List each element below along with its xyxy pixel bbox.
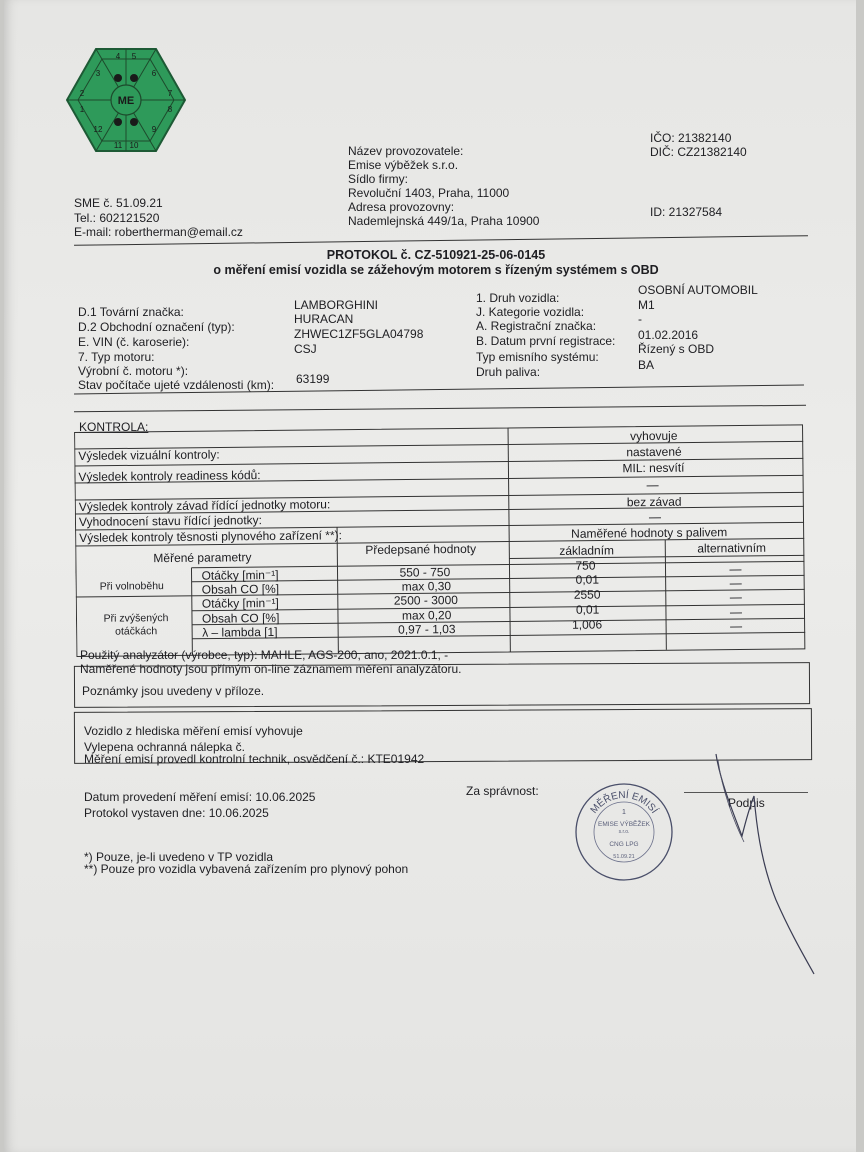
phone: Tel.: 602121520 bbox=[74, 211, 160, 225]
alt-value: — bbox=[729, 562, 742, 577]
official-stamp bbox=[574, 782, 674, 882]
logo-digit: 10 bbox=[129, 141, 139, 150]
vehicle-label: 7. Typ motoru: bbox=[78, 350, 155, 364]
analyzer-line: Použitý analyzátor (výrobce, typ): MAHLE, AGS-200, ano, 2021.0.1, - bbox=[80, 648, 449, 662]
operator-label: Název provozovatele: bbox=[348, 144, 464, 158]
vehicle-label: E. VIN (č. karoserie): bbox=[78, 335, 190, 349]
protocol-title: PROTOKOL č. CZ-510921-25-06-0145 bbox=[326, 248, 546, 262]
param-name: λ – lambda [1] bbox=[202, 624, 278, 640]
vehicle-label: 1. Druh vozidla: bbox=[476, 291, 560, 305]
param-name: Otáčky [min⁻¹] bbox=[201, 595, 279, 611]
vehicle-label: A. Registrační značka: bbox=[476, 319, 597, 333]
operator-name: Emise výběžek s.r.o. bbox=[348, 158, 459, 172]
spec-value: 2500 - 3000 bbox=[393, 592, 458, 608]
result-line: Vylepena ochranná nálepka č. bbox=[84, 740, 246, 754]
stamp-company: EMISE VÝBĚŽEK bbox=[597, 821, 651, 828]
logo-digit: 3 bbox=[95, 69, 101, 78]
online-note: Naměřené hodnoty jsou přímým on-line záznamem měření analyzátoru. bbox=[80, 662, 462, 676]
check-value: bez závad bbox=[626, 494, 682, 510]
result-line: Měření emisí provedl kontrolní technik, osvědčení č.: KTE01942 bbox=[84, 752, 425, 766]
premises-label: Adresa provozovny: bbox=[348, 200, 455, 214]
vehicle-value: 63199 bbox=[296, 372, 330, 386]
logo-digit: 7 bbox=[167, 89, 173, 98]
measured-header: Naměřené hodnoty s palivem bbox=[571, 525, 728, 541]
document-page bbox=[4, 0, 856, 1152]
measurement-date: Datum provedení měření emisí: 10.06.2025 bbox=[84, 790, 316, 804]
group-idle: Při volnoběhu bbox=[99, 580, 164, 593]
basic-header: základním bbox=[559, 543, 615, 558]
logo-digit: 8 bbox=[167, 105, 173, 114]
logo-digit: 1 bbox=[79, 105, 85, 114]
vehicle-value: - bbox=[638, 312, 642, 326]
stamp-company-suffix: s.r.o. bbox=[618, 829, 630, 835]
logo-digit: 6 bbox=[151, 69, 157, 78]
spec-value: 0,97 - 1,03 bbox=[398, 622, 456, 637]
check-value: — bbox=[648, 509, 662, 524]
notes-text: Poznámky jsou uvedeny v příloze. bbox=[82, 684, 265, 698]
handwritten-signature bbox=[704, 750, 824, 980]
param-name: Obsah CO [%] bbox=[201, 581, 280, 597]
alt-value: — bbox=[729, 576, 742, 591]
alt-value: — bbox=[730, 619, 743, 634]
sme-number: SME č. 51.09.21 bbox=[74, 196, 163, 210]
check-value: MIL: nesvítí bbox=[622, 460, 685, 476]
vehicle-value: HURACAN bbox=[294, 312, 354, 326]
basic-value: 1,006 bbox=[572, 617, 603, 632]
footnote: *) Pouze, je-li uvedeno v TP vozidla bbox=[84, 850, 273, 864]
stamp-top-text: MĚŘENÍ EMISÍ bbox=[588, 789, 660, 816]
premises-id: ID: 21327584 bbox=[650, 205, 723, 219]
alt-value: — bbox=[729, 590, 742, 605]
alt-value: — bbox=[729, 605, 743, 620]
check-value: nastavené bbox=[626, 444, 682, 460]
spec-value: 550 - 750 bbox=[399, 565, 451, 580]
signature-label: Podpis bbox=[728, 796, 765, 810]
logo-digit: 11 bbox=[113, 141, 123, 150]
vehicle-label: Druh paliva: bbox=[476, 365, 541, 379]
ico: IČO: 21382140 bbox=[650, 131, 732, 145]
param-name: Otáčky [min⁻¹] bbox=[201, 567, 279, 583]
basic-value: 0,01 bbox=[575, 572, 600, 587]
logo-digit: 9 bbox=[151, 125, 157, 134]
spec-header: Předepsané hodnoty bbox=[365, 541, 477, 557]
basic-value: 750 bbox=[575, 558, 596, 573]
check-label: Výsledek kontroly těsnosti plynového zařízení **): bbox=[79, 528, 343, 545]
vehicle-value: OSOBNÍ AUTOMOBIL bbox=[638, 283, 758, 297]
divider bbox=[74, 405, 806, 412]
dic: DIČ: CZ21382140 bbox=[650, 145, 747, 159]
vehicle-label: Typ emisního systému: bbox=[476, 350, 599, 364]
stamp-fuels: CNG LPG bbox=[609, 841, 639, 848]
vehicle-label: Stav počítače ujeté vzdálenosti (km): bbox=[78, 378, 275, 392]
check-label: Výsledek kontroly závad řídící jednotky motoru: bbox=[78, 497, 331, 514]
check-value: vyhovuje bbox=[630, 428, 678, 444]
seat-address: Revoluční 1403, Praha, 11000 bbox=[348, 186, 510, 200]
premises-address: Nademlejnská 449/1a, Praha 10900 bbox=[348, 214, 540, 228]
vehicle-value: ZHWEC1ZF5GLA04798 bbox=[294, 327, 424, 341]
logo-digit: 2 bbox=[79, 89, 85, 98]
result-line: Vozidlo z hlediska měření emisí vyhovuje bbox=[84, 724, 303, 738]
protocol-subtitle: o měření emisí vozidla se zážehovým motorem s řízeným systémem s OBD bbox=[213, 263, 659, 277]
issue-date: Protokol vystaven dne: 10.06.2025 bbox=[84, 806, 269, 820]
group-high-rpm: Při zvýšených otáčkách bbox=[103, 612, 169, 638]
basic-value: 2550 bbox=[573, 587, 601, 602]
check-value: — bbox=[646, 477, 659, 493]
vehicle-value: Řízený s OBD bbox=[638, 342, 715, 356]
vehicle-value: CSJ bbox=[294, 342, 317, 356]
logo-digit: 12 bbox=[93, 125, 103, 134]
vehicle-label: Výrobní č. motoru *): bbox=[78, 364, 189, 378]
spec-value: max 0,30 bbox=[401, 579, 452, 594]
seat-label: Sídlo firmy: bbox=[348, 172, 409, 186]
vehicle-value: M1 bbox=[638, 298, 655, 312]
check-label: Vyhodnocení stavu řídící jednotky: bbox=[78, 513, 263, 529]
correctness-label: Za správnost: bbox=[466, 784, 539, 798]
vehicle-label: D.1 Tovární značka: bbox=[78, 305, 184, 319]
vehicle-value: BA bbox=[638, 358, 655, 372]
param-name: Obsah CO [%] bbox=[201, 610, 280, 626]
vehicle-label: D.2 Obchodní označení (typ): bbox=[78, 320, 235, 334]
basic-value: 0,01 bbox=[575, 602, 600, 617]
stamp-date: 51.09.21 bbox=[613, 854, 635, 860]
control-table bbox=[74, 420, 808, 658]
email: E-mail: robertherman@email.cz bbox=[74, 225, 243, 239]
logo-digit: 5 bbox=[131, 52, 137, 61]
sme-logo bbox=[66, 48, 186, 152]
check-label: Výsledek kontroly readiness kódů: bbox=[78, 468, 261, 484]
stamp-number: 1 bbox=[622, 809, 626, 816]
logo-center-text: ME bbox=[117, 95, 135, 107]
alt-header: alternativním bbox=[697, 540, 767, 556]
vehicle-value: LAMBORGHINI bbox=[294, 298, 379, 312]
vehicle-value: 01.02.2016 bbox=[638, 328, 699, 342]
vehicle-label: J. Kategorie vozidla: bbox=[476, 305, 585, 319]
check-label: Výsledek vizuální kontroly: bbox=[78, 447, 220, 463]
vehicle-label: B. Datum první registrace: bbox=[476, 334, 616, 348]
param-header: Měřené parametry bbox=[153, 550, 252, 566]
logo-digit: 4 bbox=[115, 52, 121, 61]
control-heading: KONTROLA: bbox=[79, 420, 149, 434]
footnote: **) Pouze pro vozidla vybavená zařízením pro plynový pohon bbox=[84, 862, 409, 876]
spec-value: max 0,20 bbox=[401, 608, 452, 623]
